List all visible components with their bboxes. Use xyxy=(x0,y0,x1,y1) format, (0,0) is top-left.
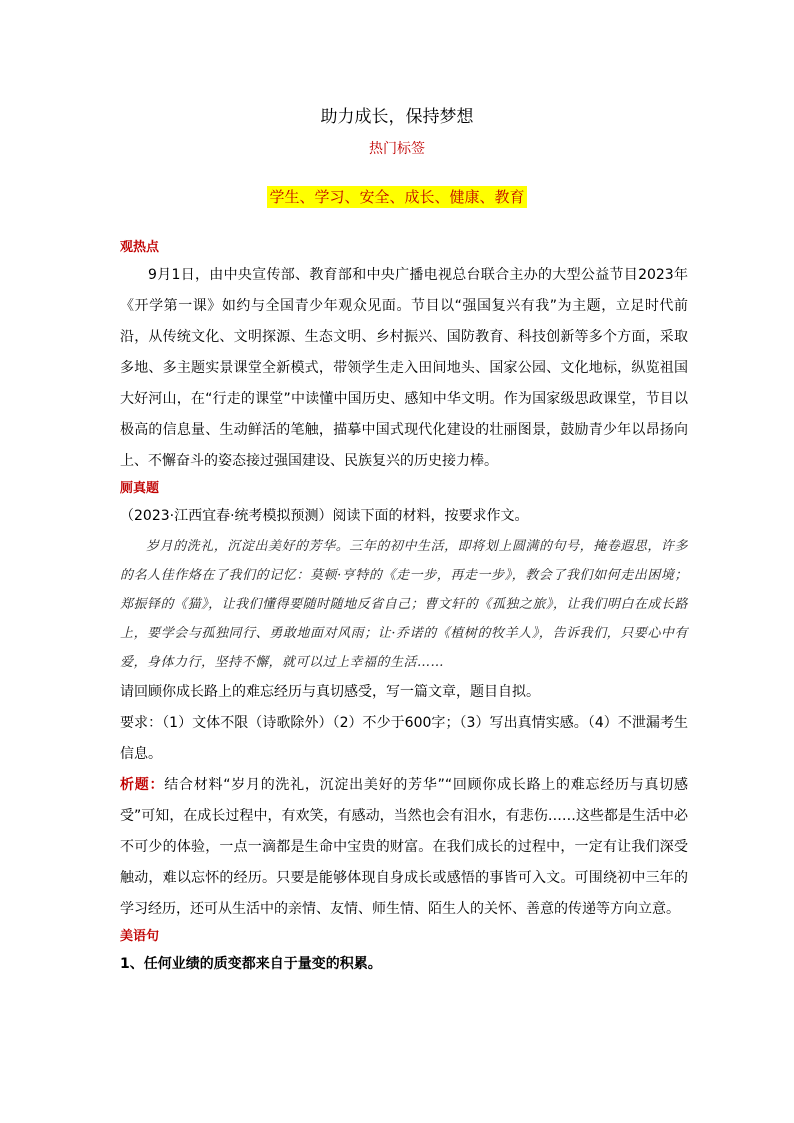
analysis-text: 结合材料“岁月的洗礼，沉淀出美好的芳华”“回顾你成长路上的难忘经历与真切感受”可知，在成长过程中，有欢笑，有感动，当然也会有泪水，有悲伤……这些都是生活中必不可少的体验，一点一滴都是生命中宝贵的财富。在我们成长的过程中，一定有让我们深受触动，难以忘怀的经历。只要是能够体现自身成长或感悟的事皆可入文。可围绕初中三年的学习经历，还可从生活中的亲情、友情、师生情、陌生人的关怀、善意的传递等方向立意。 xyxy=(120,777,688,917)
exam-material-quote: 岁月的洗礼，沉淀出美好的芳华。三年的初中生活，即将划上圆满的句号，掩卷遐思，许多的名人佳作烙在了我们的记忆：莫顿·亨特的《走一步，再走一步》，教会了我们如何走出困境；郑振铎的《猫》，让我们懂得要随时随地反省自己；曹文轩的《孤独之旅》，让我们明白在成长路上，要学会与孤独同行、勇敢地面对风雨；让·乔诺的《植树的牧羊人》，告诉我们，只要心中有爱，身体力行，坚持不懈，就可以过上幸福的生活…… xyxy=(120,539,688,670)
document-body xyxy=(120,236,688,980)
section-heading-quotes: 美语句 xyxy=(120,929,160,944)
exam-prompt: 请回顾你成长路上的难忘经历与真切感受，写一篇文章，题目自拟。 xyxy=(120,684,540,700)
section-heading-hotspot: 观热点 xyxy=(120,240,160,255)
section-heading-exam: 厕真题 xyxy=(120,481,160,496)
hot-tags: 学生、学习、安全、成长、健康、教育 xyxy=(269,188,525,206)
page-title: 助力成长，保持梦想 xyxy=(320,107,474,127)
quote-item: 1、任何业绩的质变都来自于量变的积累。 xyxy=(120,956,382,972)
page-subtitle: 热门标签 xyxy=(369,141,425,157)
exam-requirements: 要求：（1）文体不限（诗歌除外）（2）不少于600字；（3）写出真情实感。（4）不泄漏考生信息。 xyxy=(120,715,688,762)
analysis-label: 析题： xyxy=(120,777,165,793)
exam-source: （2023·江西宜春·统考模拟预测）阅读下面的材料，按要求作文。 xyxy=(120,508,529,524)
tags-wrap xyxy=(0,186,794,208)
hotspot-paragraph: 9月1日，由中央宣传部、教育部和中央广播电视总台联合主办的大型公益节目2023年《开学第一课》如约与全国青少年观众见面。节目以“强国复兴有我”为主题，立足时代前沿，从传统文化、文明探源、生态文明、乡村振兴、国防教育、科技创新等多个方面，采取多地、多主题实景课堂全新模式，带领学生走入田间地头、国家公园、文化地标，纵览祖国大好河山，在“行走的课堂”中读懂中国历史、感知中华文明。作为国家级思政课堂，节目以极高的信息量、生动鲜活的笔触，描摹中国式现代化建设的壮丽图景，鼓励青少年以昂扬向上、不懈奋斗的姿态接过强国建设、民族复兴的历史接力棒。 xyxy=(120,267,688,469)
exam-analysis xyxy=(120,770,688,925)
